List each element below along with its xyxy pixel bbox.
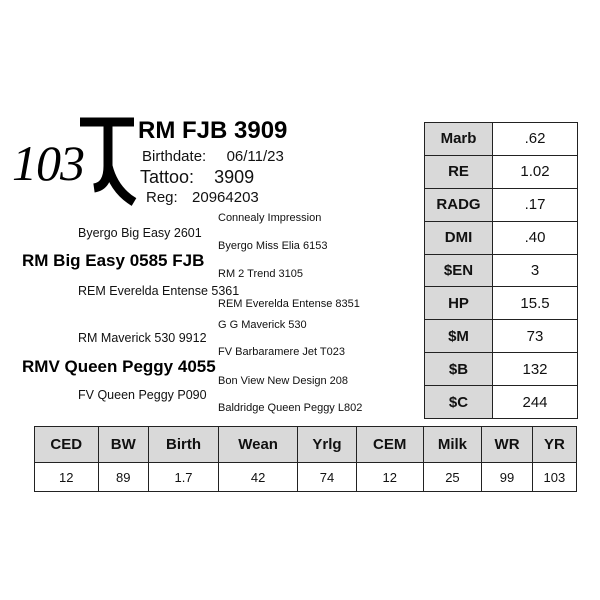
ranch-brand-logo — [70, 116, 142, 208]
tattoo-line — [140, 167, 254, 188]
epd-header: CEM — [356, 427, 423, 463]
sire-dam: REM Everelda Entense 5361 — [78, 284, 240, 298]
epd-header: WR — [482, 427, 533, 463]
epd-value-row — [35, 463, 577, 492]
epd-cell: 1.7 — [149, 463, 219, 492]
epd-cell: 74 — [298, 463, 357, 492]
epd-label: $C — [425, 386, 493, 419]
epd-value: 3 — [493, 254, 578, 287]
epd-row — [425, 353, 578, 386]
epd-cell: 25 — [423, 463, 482, 492]
epd-label: RE — [425, 155, 493, 188]
epd-value: .40 — [493, 221, 578, 254]
bottom-epd-table — [34, 426, 577, 492]
epd-cell: 12 — [35, 463, 99, 492]
dam-dam-sire: Bon View New Design 208 — [218, 375, 349, 387]
epd-row — [425, 287, 578, 320]
sire-dam-sire: RM 2 Trend 3105 — [218, 268, 303, 280]
dam-sire: RM Maverick 530 9912 — [78, 331, 207, 345]
epd-row — [425, 254, 578, 287]
epd-label: Marb — [425, 123, 493, 156]
epd-value: .17 — [493, 188, 578, 221]
epd-header-row — [35, 427, 577, 463]
tattoo-label: Tattoo: — [140, 167, 195, 187]
epd-header: YR — [532, 427, 576, 463]
side-epd-table — [424, 122, 578, 419]
registration-line — [146, 189, 259, 206]
epd-row — [425, 155, 578, 188]
epd-header: Yrlg — [298, 427, 357, 463]
birthdate-value: 06/11/23 — [226, 148, 284, 165]
epd-value: .62 — [493, 123, 578, 156]
epd-value: 244 — [493, 386, 578, 419]
epd-label: DMI — [425, 221, 493, 254]
epd-label: $B — [425, 353, 493, 386]
epd-row — [425, 386, 578, 419]
dam-sire-sire: G G Maverick 530 — [218, 319, 307, 331]
epd-cell: 103 — [532, 463, 576, 492]
epd-value: 73 — [493, 320, 578, 353]
epd-cell: 89 — [98, 463, 149, 492]
epd-value: 132 — [493, 353, 578, 386]
registration-value: 20964203 — [192, 189, 259, 206]
epd-label: $M — [425, 320, 493, 353]
epd-header: CED — [35, 427, 99, 463]
epd-header: Milk — [423, 427, 482, 463]
epd-cell: 12 — [356, 463, 423, 492]
dam-dam: FV Queen Peggy P090 — [78, 388, 207, 402]
animal-name: RM FJB 3909 — [138, 117, 288, 144]
sire-dam-dam: REM Everelda Entense 8351 — [218, 298, 360, 310]
registration-label: Reg: — [146, 189, 178, 206]
epd-cell: 42 — [219, 463, 298, 492]
epd-row — [425, 221, 578, 254]
dam-name: RMV Queen Peggy 4055 — [22, 357, 216, 376]
birthdate-label: Birthdate: — [142, 148, 207, 165]
sire-name: RM Big Easy 0585 FJB — [22, 251, 205, 270]
epd-label: $EN — [425, 254, 493, 287]
dam-dam-dam: Baldridge Queen Peggy L802 — [218, 402, 363, 414]
epd-row — [425, 188, 578, 221]
dam-sire-dam: FV Barbaramere Jet T023 — [218, 346, 345, 358]
sire-sire-sire: Connealy Impression — [218, 212, 322, 224]
birthdate-line — [142, 148, 284, 165]
epd-row — [425, 123, 578, 156]
epd-header: Birth — [149, 427, 219, 463]
epd-label: RADG — [425, 188, 493, 221]
lot-number: 103 — [12, 135, 84, 191]
epd-header: Wean — [219, 427, 298, 463]
epd-cell: 99 — [482, 463, 533, 492]
epd-row — [425, 320, 578, 353]
epd-label: HP — [425, 287, 493, 320]
epd-header: BW — [98, 427, 149, 463]
epd-value: 15.5 — [493, 287, 578, 320]
sire-sire-dam: Byergo Miss Elia 6153 — [218, 240, 328, 252]
epd-value: 1.02 — [493, 155, 578, 188]
sire-sire: Byergo Big Easy 2601 — [78, 226, 202, 240]
tattoo-value: 3909 — [214, 167, 255, 187]
